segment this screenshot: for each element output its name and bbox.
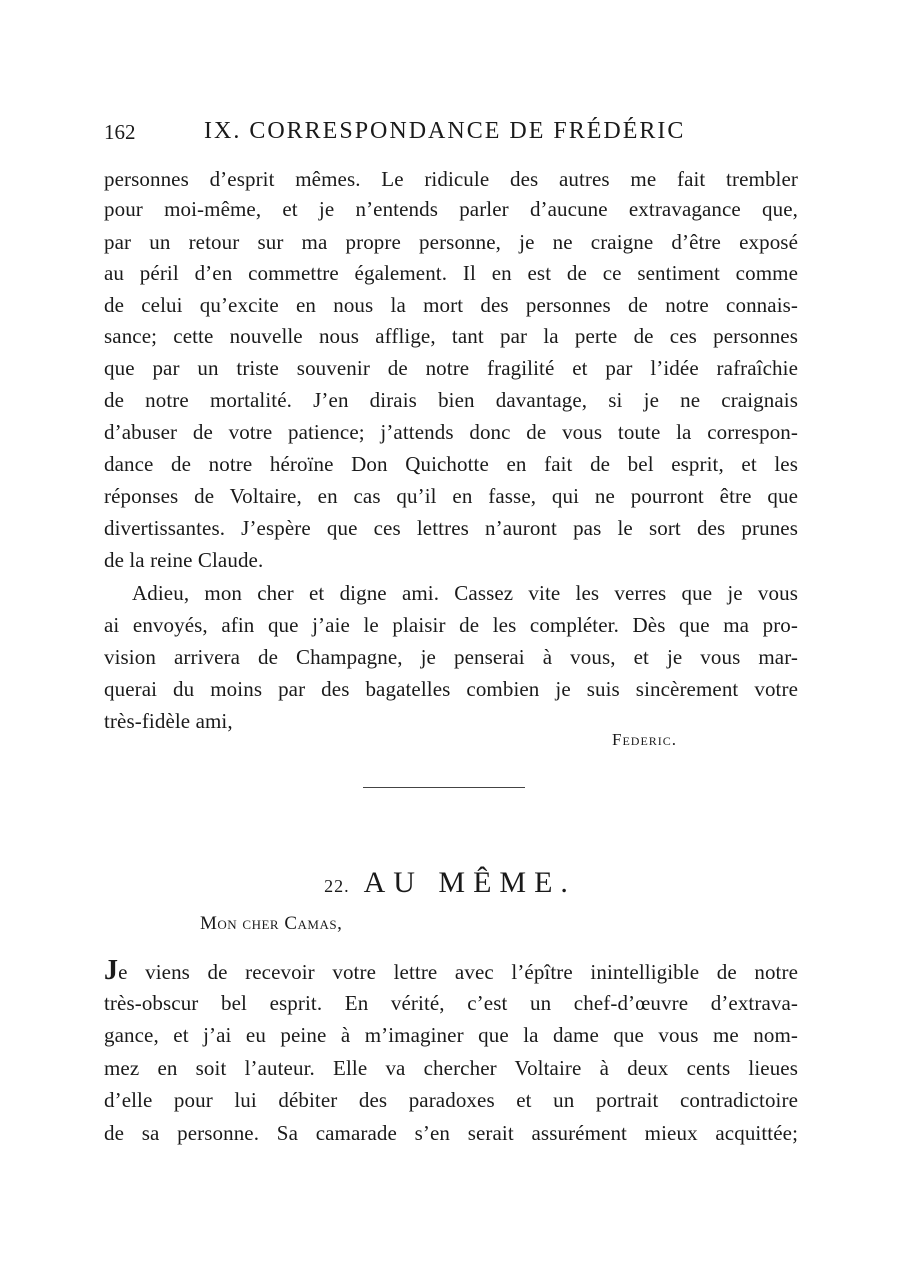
text-line: personnes d’esprit mêmes. Le ridicule des autres me fait trembler xyxy=(104,167,798,191)
salutation: Mon cher Camas, xyxy=(200,913,343,934)
text-line xyxy=(104,955,798,986)
running-title: IX. CORRESPONDANCE DE FRÉDÉRIC xyxy=(204,118,686,144)
running-header xyxy=(104,118,804,148)
letter-number: 22. xyxy=(324,876,350,896)
text-line: au péril d’en commettre également. Il en est de ce sentiment comme xyxy=(104,261,798,285)
text-line: par un retour sur ma propre personne, je ne craigne d’être exposé xyxy=(104,230,798,254)
text-line: pour moi-même, et je n’entends parler d’aucune extravagance que, xyxy=(104,197,798,221)
text-line: gance, et j’ai eu peine à m’imaginer que la dame que vous me nom- xyxy=(104,1023,798,1047)
text-line: Adieu, mon cher et digne ami. Cassez vite les verres que je vous xyxy=(132,581,798,605)
text-line: de sa personne. Sa camarade s’en serait assurément mieux acquittée; xyxy=(104,1121,798,1145)
text-line: de notre mortalité. J’en dirais bien davantage, si je ne craignais xyxy=(104,388,798,412)
text-line: sance; cette nouvelle nous afflige, tant par la perte de ces personnes xyxy=(104,324,798,348)
text-line: vision arrivera de Champagne, je penserai à vous, et je vous mar- xyxy=(104,645,798,669)
text-line: divertissantes. J’espère que ces lettres n’auront pas le sort des prunes xyxy=(104,516,798,540)
text-line: de celui qu’excite en nous la mort des personnes de notre connais- xyxy=(104,293,798,317)
letter-heading xyxy=(0,866,900,900)
text-line: d’elle pour lui débiter des paradoxes et un portrait contradictoire xyxy=(104,1088,798,1112)
signature: Federic. xyxy=(612,730,678,749)
text-line: que par un triste souvenir de notre fragilité et par l’idée rafraîchie xyxy=(104,356,798,380)
text-line: de la reine Claude. xyxy=(104,548,264,572)
text-line: ai envoyés, afin que j’aie le plaisir de les compléter. Dès que ma pro- xyxy=(104,613,798,637)
section-divider xyxy=(363,787,525,788)
drop-cap: J xyxy=(104,955,119,986)
first-line-text: e viens de recevoir votre lettre avec l’épître inintelligible de notre xyxy=(118,960,798,984)
letter-title: AU MÊME. xyxy=(363,866,576,899)
text-line: très-fidèle ami, xyxy=(104,709,233,733)
text-line: querai du moins par des bagatelles combien je suis sincèrement votre xyxy=(104,677,798,701)
page-number: 162 xyxy=(104,120,136,144)
text-line: mez en soit l’auteur. Elle va chercher Voltaire à deux cents lieues xyxy=(104,1056,798,1080)
text-line: d’abuser de votre patience; j’attends donc de vous toute la correspon- xyxy=(104,420,798,444)
text-line: réponses de Voltaire, en cas qu’il en fasse, qui ne pourront être que xyxy=(104,484,798,508)
text-line: dance de notre héroïne Don Quichotte en fait de bel esprit, et les xyxy=(104,452,798,476)
text-line: très-obscur bel esprit. En vérité, c’est un chef-d’œuvre d’extrava- xyxy=(104,991,798,1015)
